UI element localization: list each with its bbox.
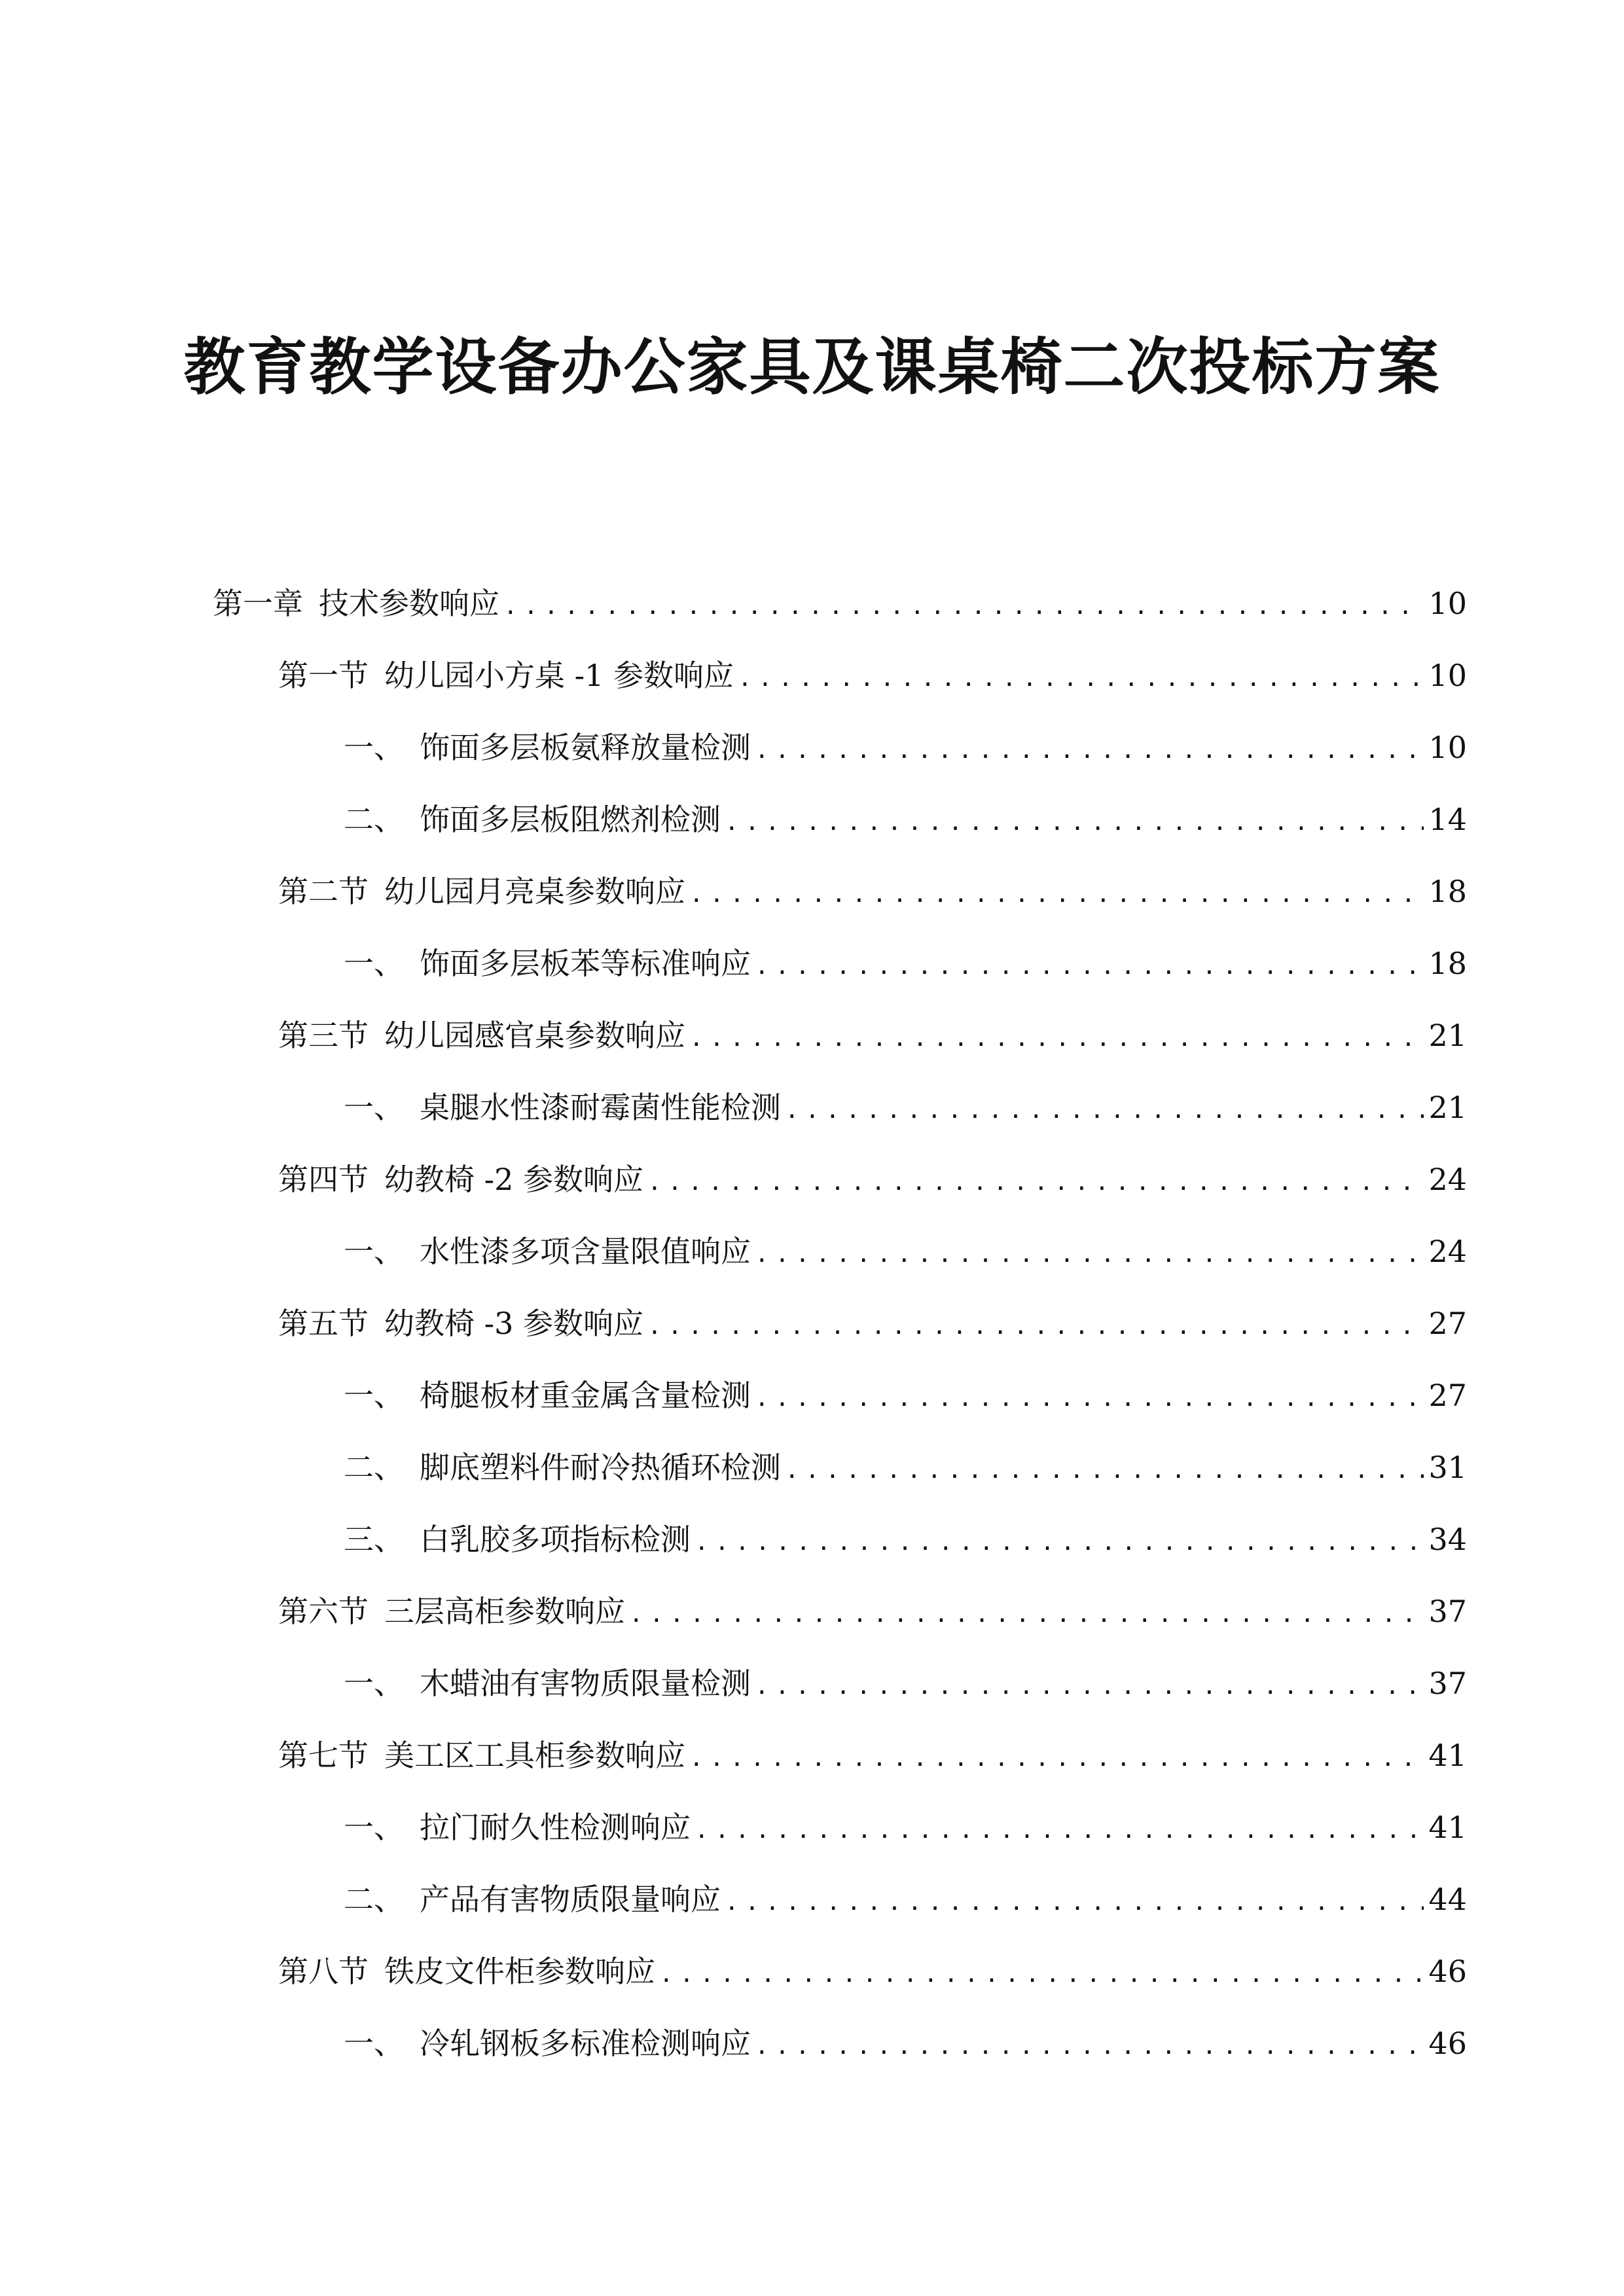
toc-page-number: 10	[1428, 586, 1467, 621]
toc-dot-leader	[755, 725, 1424, 777]
toc-entry-label: 第七节	[278, 1738, 369, 1773]
toc-entry-label: 一、	[344, 1810, 404, 1845]
toc-entry-title: 冷轧钢板多标准检测响应	[420, 2026, 751, 2061]
toc-page-number: 21	[1428, 1018, 1467, 1053]
toc-entry-title: 饰面多层板苯等标准响应	[420, 946, 751, 981]
toc-entry[interactable]	[0, 1657, 1624, 1710]
toc-entry-label: 三、	[344, 1522, 404, 1557]
toc-entry[interactable]	[0, 1153, 1624, 1206]
toc-entry-label: 一、	[344, 1234, 404, 1269]
toc-entry[interactable]	[0, 1801, 1624, 1854]
toc-entry-title: 铁皮文件柜参数响应	[384, 1954, 655, 1989]
toc-page-number: 24	[1428, 1234, 1467, 1269]
toc-dot-leader	[689, 1732, 1424, 1785]
toc-entry-title: 三层高柜参数响应	[384, 1594, 625, 1629]
toc-entry-title: 拉门耐久性检测响应	[420, 1810, 691, 1845]
toc-entry-title: 饰面多层板氨释放量检测	[420, 730, 751, 765]
toc-entry[interactable]	[0, 1945, 1624, 1998]
toc-dot-leader	[738, 653, 1424, 705]
toc-page-number: 10	[1428, 658, 1467, 693]
toc-page-number: 46	[1428, 1954, 1467, 1989]
toc-entry-label: 一、	[344, 946, 404, 981]
toc-dot-leader	[755, 2020, 1424, 2073]
toc-page-number: 37	[1428, 1594, 1467, 1629]
toc-entry-title: 幼儿园月亮桌参数响应	[384, 874, 685, 909]
toc-entry[interactable]	[0, 1873, 1624, 1926]
toc-entry-label: 二、	[344, 1450, 404, 1485]
document-title: 教育教学设备办公家具及课桌椅二次投标方案	[183, 332, 1441, 403]
toc-dot-leader	[647, 1157, 1424, 1209]
toc-entry-label: 第八节	[278, 1954, 369, 1989]
toc-entry[interactable]	[0, 721, 1624, 774]
toc-entry[interactable]	[0, 1081, 1624, 1134]
toc-page-number: 18	[1428, 946, 1467, 981]
toc-page-number: 31	[1428, 1450, 1467, 1485]
toc-dot-leader	[647, 1300, 1424, 1353]
toc-entry-label: 第一节	[278, 658, 369, 693]
toc-page-number: 14	[1428, 802, 1467, 837]
toc-dot-leader	[785, 1085, 1424, 1137]
toc-dot-leader	[755, 1372, 1424, 1425]
toc-entry[interactable]	[0, 793, 1624, 846]
toc-entry[interactable]	[0, 1441, 1624, 1494]
toc-entry[interactable]	[0, 1729, 1624, 1782]
toc-entry-title: 饰面多层板阻燃剂检测	[420, 802, 721, 837]
toc-entry[interactable]	[0, 1297, 1624, 1350]
toc-entry-label: 二、	[344, 1882, 404, 1917]
toc-entry-title: 白乳胶多项指标检测	[420, 1522, 691, 1557]
toc-dot-leader	[755, 941, 1424, 993]
toc-entry-title: 幼儿园感官桌参数响应	[384, 1018, 685, 1053]
toc-page-number: 46	[1428, 2026, 1467, 2061]
toc-page-number: 44	[1428, 1882, 1467, 1917]
toc-dot-leader	[695, 1804, 1424, 1857]
toc-entry-title: 脚底塑料件耐冷热循环检测	[420, 1450, 781, 1485]
toc-entry-label: 第一章	[213, 586, 303, 621]
toc-entry[interactable]	[0, 1225, 1624, 1278]
toc-page-number: 24	[1428, 1162, 1467, 1197]
toc-entry-title: 木蜡油有害物质限量检测	[420, 1666, 751, 1701]
toc-entry[interactable]	[0, 937, 1624, 990]
toc-entry-label: 第四节	[278, 1162, 369, 1197]
toc-page-number: 18	[1428, 874, 1467, 909]
toc-entry-label: 第二节	[278, 874, 369, 909]
toc-entry-title: 水性漆多项含量限值响应	[420, 1234, 751, 1269]
toc-entry-label: 二、	[344, 802, 404, 837]
toc-page-number: 37	[1428, 1666, 1467, 1701]
toc-page-number: 34	[1428, 1522, 1467, 1557]
toc-dot-leader	[659, 1948, 1424, 2001]
toc-entry-title: 产品有害物质限量响应	[420, 1882, 721, 1917]
toc-page-number: 41	[1428, 1810, 1467, 1845]
toc-entry[interactable]	[0, 1369, 1624, 1422]
toc-entry-label: 一、	[344, 730, 404, 765]
toc-dot-leader	[689, 869, 1424, 921]
toc-dot-leader	[725, 797, 1424, 849]
toc-entry-title: 桌腿水性漆耐霉菌性能检测	[420, 1090, 781, 1125]
toc-entry-label: 一、	[344, 1378, 404, 1413]
toc-dot-leader	[695, 1516, 1424, 1569]
toc-entry[interactable]	[0, 649, 1624, 702]
toc-dot-leader	[755, 1229, 1424, 1281]
toc-entry[interactable]	[0, 1585, 1624, 1638]
toc-entry-title: 幼儿园小方桌 -1 参数响应	[384, 658, 734, 693]
toc-page-number: 27	[1428, 1378, 1467, 1413]
toc-page-number: 10	[1428, 730, 1467, 765]
toc-entry-label: 一、	[344, 1090, 404, 1125]
toc-entry-title: 椅腿板材重金属含量检测	[420, 1378, 751, 1413]
toc-dot-leader	[629, 1588, 1424, 1641]
toc-page-number: 41	[1428, 1738, 1467, 1773]
toc-entry-title: 幼教椅 -2 参数响应	[384, 1162, 644, 1197]
toc-dot-leader	[725, 1876, 1424, 1929]
toc-page-number: 21	[1428, 1090, 1467, 1125]
toc-dot-leader	[785, 1444, 1424, 1497]
toc-entry-title: 技术参数响应	[319, 586, 499, 621]
toc-entry[interactable]	[0, 1009, 1624, 1062]
toc-dot-leader	[689, 1013, 1424, 1065]
toc-dot-leader	[503, 581, 1424, 633]
toc-page-number: 27	[1428, 1306, 1467, 1341]
toc-entry[interactable]	[0, 865, 1624, 918]
toc-entry-title: 幼教椅 -3 参数响应	[384, 1306, 644, 1341]
toc-entry[interactable]	[0, 577, 1624, 630]
toc-entry[interactable]	[0, 1513, 1624, 1566]
toc-entry-label: 一、	[344, 1666, 404, 1701]
toc-entry-label: 第三节	[278, 1018, 369, 1053]
toc-entry[interactable]	[0, 2017, 1624, 2070]
toc-dot-leader	[755, 1660, 1424, 1713]
toc-entry-label: 第六节	[278, 1594, 369, 1629]
toc-entry-title: 美工区工具柜参数响应	[384, 1738, 685, 1773]
toc-entry-label: 第五节	[278, 1306, 369, 1341]
toc-entry-label: 一、	[344, 2026, 404, 2061]
